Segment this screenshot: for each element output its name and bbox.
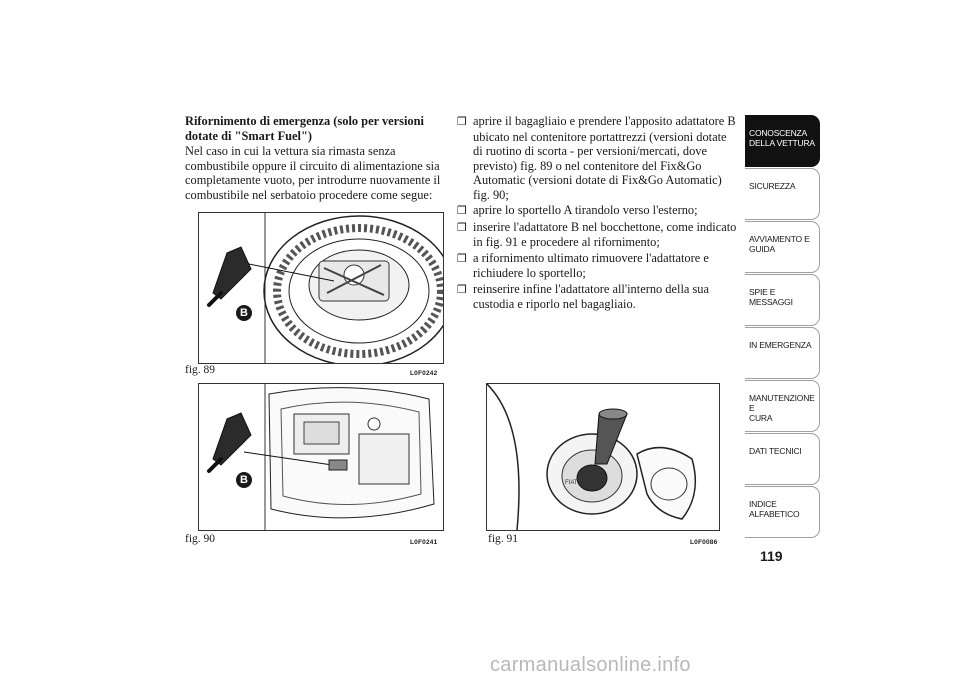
left-column [185, 114, 453, 202]
watermark: carmanualsonline.info [490, 654, 691, 676]
checkbox-bullet-icon: ❒ [457, 204, 467, 217]
figure-89-caption: fig. 89 [185, 364, 216, 376]
tab-conoscenza-della-vettura[interactable]: CONOSCENZA DELLA VETTURA [745, 115, 820, 167]
tab-avviamento-e-guida[interactable]: AVVIAMENTO E GUIDA [745, 221, 820, 273]
intro-paragraph: Nel caso in cui la vettura sia rimasta senza combustibile oppure il circuito di alimentazione sia completamente vuoto, per introdurre nuovamente il combustibile nel serbatoio procedere come segue: [185, 144, 441, 202]
checkbox-bullet-icon: ❒ [457, 251, 467, 265]
figure-90-fixgo-container [198, 383, 444, 531]
tab-dati-tecnici[interactable]: DATI TECNICI [745, 433, 820, 485]
section-heading: Rifornimento di emergenza (solo per versioni dotate di "Smart Fuel") [185, 114, 424, 143]
chapter-tabs [745, 115, 820, 539]
figure-91-code: L0F0086 [690, 539, 718, 546]
figure-90-caption: fig. 90 [185, 533, 216, 545]
tab-indice-alfabetico[interactable]: INDICE ALFABETICO [745, 486, 820, 538]
tab-manutenzione-e-cura[interactable]: MANUTENZIONE E CURA [745, 380, 820, 432]
checkbox-bullet-icon: ❒ [457, 220, 467, 234]
procedure-list [457, 114, 739, 312]
page-number: 119 [760, 548, 783, 564]
svg-text:FIAT: FIAT [565, 480, 578, 486]
list-item: ❒ aprire lo sportello A tirandolo verso l'esterno; [457, 203, 698, 217]
label-b-badge: B [236, 305, 252, 321]
checkbox-bullet-icon: ❒ [457, 115, 467, 128]
figure-91-filler-neck [486, 383, 720, 531]
checkbox-bullet-icon: ❒ [457, 282, 467, 296]
tab-spie-e-messaggi[interactable]: SPIE E MESSAGGI [745, 274, 820, 326]
figure-89-code: L0F0242 [410, 370, 438, 377]
label-b-badge: B [236, 472, 252, 488]
tab-in-emergenza[interactable]: IN EMERGENZA [745, 327, 820, 379]
list-item: ❒ reinserire infine l'adattatore all'interno della sua custodia e riporlo nel bagagliaio. [457, 281, 709, 311]
figure-90-code: L0F0241 [410, 539, 438, 546]
spare-wheel-illustration [199, 213, 443, 363]
list-item: ❒ a rifornimento ultimato rimuovere l'adattatore e richiudere lo sportello; [457, 250, 709, 280]
fixgo-illustration [199, 384, 443, 530]
figure-89-spare-wheel [198, 212, 444, 364]
list-item: ❒ aprire il bagagliaio e prendere l'apposito adattatore B ubicato nel contenitore portattrezzi (versioni dotate di ruotino di scorta - per versioni/mercati, dove previsto) fig. 89 o nel contenitore del Fix&Go Automatic (versioni dotate di Fix&Go Automatic) fig. 90; [457, 114, 736, 202]
right-column [457, 114, 739, 313]
figure-91-caption: fig. 91 [488, 533, 519, 545]
list-item: ❒ inserire l'adattatore B nel bocchettone, come indicato in fig. 91 e procedere al rifornimento; [457, 219, 737, 249]
tab-sicurezza[interactable]: SICUREZZA [745, 168, 820, 220]
filler-neck-illustration [487, 384, 719, 530]
